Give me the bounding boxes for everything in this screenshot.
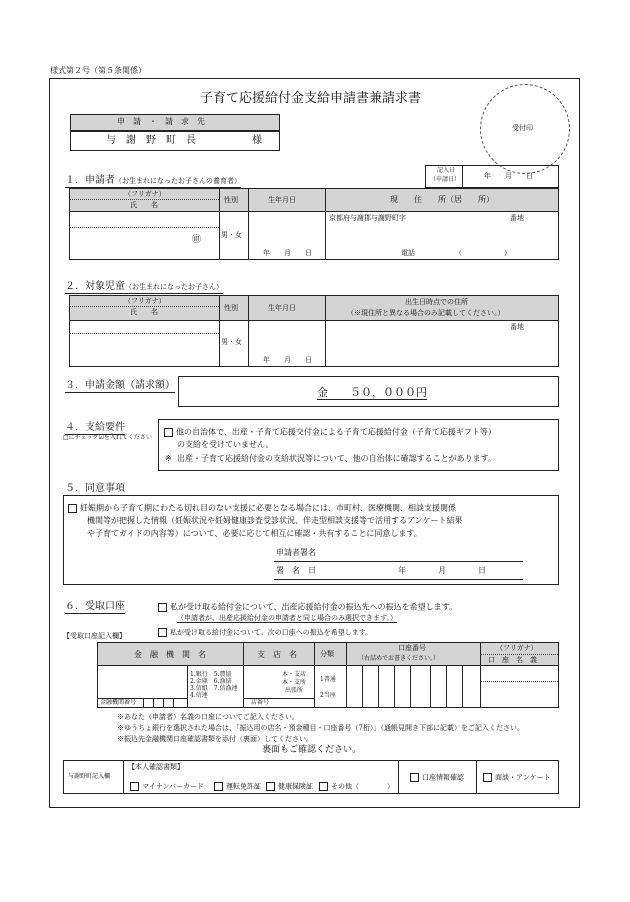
child-gender-label: 性別: [224, 304, 238, 312]
interview-checkbox[interactable]: [483, 773, 492, 782]
account-type-2: 2当座: [320, 692, 336, 699]
signature-label: 申請者署名: [276, 548, 316, 557]
signature-date-value: 年 月 日: [398, 566, 486, 575]
child-gender-value: 男・女: [221, 338, 242, 346]
applicant-birth-value: 年 月 日: [263, 249, 312, 257]
bank-type-options-4: 4.信連: [190, 692, 208, 699]
branch-code-label: 店番号: [251, 699, 270, 706]
form-number: 様式第２号（第５条関係）: [50, 66, 146, 75]
branch-type-options-3: 出張所: [285, 687, 304, 694]
id-option-other: その他（ ）: [319, 782, 394, 791]
requirement-item-2: 出産・子育て応援給付金の支給状況等について、他の自治体に確認することがあります。: [177, 454, 497, 463]
applicant-birth-label: 生年月日: [268, 196, 296, 204]
section-bank-heading: ６．受取口座: [65, 601, 125, 612]
bank-type-options-3: 3.信組 7.信漁連: [190, 685, 238, 692]
consent-line-1: 妊娠期から子育て期にわたる切れ目のない支援に必要となる場合には、市町村、医療機関、相談支援関係: [68, 504, 456, 513]
id-option-insurance: 健康保険証: [266, 782, 313, 791]
bank-info-checkbox[interactable]: [410, 773, 419, 782]
entry-date-value: 年 月 日: [484, 172, 533, 180]
bank-note-3: ※振込先金融機関口座確認書類を添付（裏面）してください。: [117, 735, 313, 743]
section-requirements-heading: ４．支給要件: [65, 422, 125, 433]
bank-type-options-1: 1.銀行 5.農協: [190, 671, 232, 678]
requirements-note: □にチェック☑を入れてください: [63, 434, 152, 441]
applicant-gender-value: 男・女: [221, 231, 242, 239]
section-amount-heading: ３．申請金額（請求額）: [65, 380, 175, 391]
id-other-checkbox[interactable]: [319, 782, 328, 791]
page-title: 子育て応援給付金支給申請書兼請求書: [200, 91, 422, 106]
child-furigana-label: （フリガナ）: [124, 297, 166, 305]
applicant-gender-label: 性別: [224, 196, 238, 204]
section-child-heading: ２．対象児童（お生まれになったお子さん）: [65, 281, 223, 292]
child-birth-value: 年 月 日: [263, 356, 312, 364]
seal-mark: ㊞: [192, 235, 202, 245]
bank-note-1: ※あなた（申請者）名義の口座についてご記入ください。: [117, 713, 299, 721]
applicant-address-prefix: 京都府与謝郡与謝野町字: [329, 214, 406, 222]
child-banchi: 番地: [510, 323, 524, 331]
addressee-name: 与 謝 野 町 長: [106, 135, 196, 146]
account-type-1: 1普通: [320, 676, 336, 683]
applicant-furigana-label: （フリガナ）: [124, 190, 166, 198]
bank-option-2-checkbox[interactable]: [158, 628, 167, 637]
bank-info-check: 口座情報確認: [410, 773, 464, 782]
id-option-mynumber: マイナンバーカード: [130, 782, 204, 791]
applicant-address-label: 現 住 所（居 所）: [390, 195, 494, 204]
id-option-license: 運転免許証: [214, 782, 261, 791]
consent-checkbox[interactable]: [68, 504, 77, 513]
bank-option-1-checkbox[interactable]: [158, 603, 167, 612]
branch-type-options-2: 本・支所: [282, 679, 307, 686]
interview-check: 面談・アンケート: [483, 773, 551, 782]
bank-col-branch: 支 店 名: [257, 650, 297, 659]
bank-option-1: 私が受け取る給付金について、出産応援給付金の振込先への振込を希望します。: [158, 603, 457, 612]
bank-col-type: 分類: [320, 650, 334, 658]
bank-type-options-2: 2.金庫 6.漁協: [190, 678, 232, 685]
addressee-header-text: 申 請 ・ 請 求 先: [117, 117, 205, 126]
bank-col-account: 口座番号: [398, 644, 426, 652]
child-address-note: （※現住所と異なる場合のみ記載してください。）: [347, 309, 505, 317]
bank-option-2: 私が受け取る給付金について、次の口座への振込を希望します。: [158, 628, 372, 637]
consent-line-3: や子育てガイドの内容等）について、必要に応じて相互に確認・共有することに同意します。: [87, 529, 422, 538]
signature-date-label: 署 名 日: [276, 566, 316, 575]
bank-col-account-note: （右詰めでお書きください。）: [358, 655, 440, 662]
requirement-item-2-mark: ※: [165, 454, 172, 463]
id-mynumber-checkbox[interactable]: [130, 782, 139, 791]
applicant-banchi: 番地: [510, 214, 524, 222]
receipt-stamp-label: 受付印: [512, 124, 533, 132]
id-check-heading: 【本人確認書類】: [128, 763, 184, 771]
requirement-item-1: 他の自治体で、出産・子育て応援交付金による子育て応援給付金（子育て応援ギフト等）: [164, 428, 496, 437]
id-license-checkbox[interactable]: [214, 782, 223, 791]
bank-option-1-note: （申請者が、出産応援給付金の申請者と同じ場合のみ選択できます。）: [177, 614, 397, 622]
amount-value: 金 ５０，０００円: [317, 386, 427, 399]
back-side-note: 裏面もご確認ください。: [262, 745, 362, 755]
addressee-honorific: 様: [252, 135, 262, 146]
entry-date-label: 記入日: [437, 167, 456, 174]
bank-note-2: ※ゆうちょ銀行を選択された場合は、「振込用の店名・預金種目・口座番号（7桁）」（通帳見開き下部に記載）をご記入ください。: [117, 724, 524, 732]
branch-type-options-1: 本・支店: [282, 671, 307, 678]
requirement-item-1b: の支給を受けていません。: [177, 440, 274, 449]
child-birth-label: 生年月日: [268, 304, 296, 312]
entry-date-label-2: （申請日）: [430, 176, 461, 183]
bank-box-label: 【受取口座記入欄】: [63, 632, 126, 640]
bank-col-holder: 口 座 名 義: [488, 656, 537, 664]
requirement-checkbox[interactable]: [164, 428, 173, 437]
child-name-label: 氏 名: [130, 308, 158, 316]
office-label: 与謝野町記入欄: [68, 773, 111, 780]
bank-col-furigana: （フリガナ）: [496, 644, 538, 652]
consent-line-2: 機関等が把握した情報（妊娠状況や妊婦健康診査受診状況、伴走型相談支援等で活用するアンケート結果: [87, 516, 463, 525]
bank-col-name: 金 融 機 関 名: [134, 650, 206, 659]
applicant-phone-label: 電話: [401, 249, 415, 257]
id-insurance-checkbox[interactable]: [266, 782, 275, 791]
child-address-label: 出生日時点での住所: [405, 298, 468, 306]
applicant-name-label: 氏 名: [130, 201, 158, 209]
section-applicant-heading: １．申請者（お生まれになったお子さんの養育者）: [65, 175, 241, 186]
applicant-phone-paren: （ ）: [455, 249, 511, 257]
bank-code-label: 金融機関番号: [100, 699, 137, 706]
section-consent-heading: ５．同意事項: [65, 483, 125, 494]
